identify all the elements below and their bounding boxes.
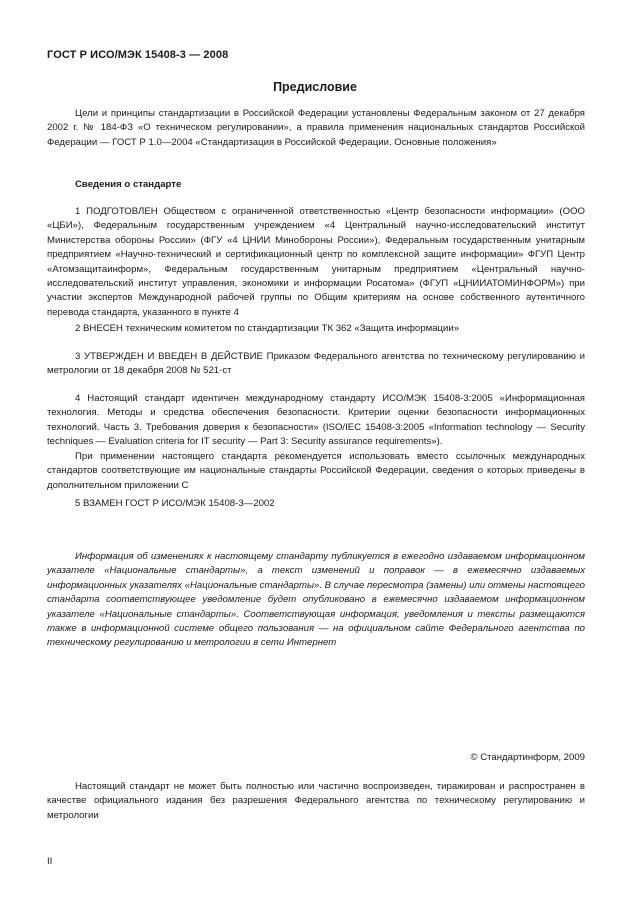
info-heading: Сведения о стандарте: [75, 179, 182, 190]
intro-paragraph: Цели и принципы стандартизации в Российской Федерации установлены Федеральным законом от 27 декабря 2002 г. № 184-ФЗ «О техническом регулировании», а правила применения национальных стандартов Российской Федерации — ГОСТ Р 1.0—2004 «Стандартизация в Российской Федерации. Основные положения»: [47, 108, 585, 148]
standard-header: ГОСТ Р ИСО/МЭК 15408-3 — 2008: [47, 49, 229, 61]
reproduction-notice-paragraph: Настоящий стандарт не может быть полностью или частично воспроизведен, тиражирован и распространен в качестве официального издания без разрешения Федерального агентства по техническому регулированию и метрологии: [47, 781, 585, 821]
copyright-line: © Стандартинформ, 2009: [470, 752, 585, 763]
item-4-paragraph: 4 Настоящий стандарт идентичен международному стандарту ИСО/МЭК 15408-3:2005 «Информационная технология. Методы и средства обеспечения безопасности. Критерии оценки безопасности информационных технологий. Часть 3. Требования доверия к безопасности» (ISO/IEC 15408-3:2005 «Information technology — Security techniques — Evaluation criteria for IT security — Part 3: Security assurance requirements»).: [47, 393, 585, 448]
item-1-paragraph: 1 ПОДГОТОВЛЕН Обществом с ограниченной ответственностью «Центр безопасности информации» (ООО «ЦБИ»), Федеральным государственным учреждением «4 Центральный научно-исследовательский институт Министерства обороны России» (ФГУ «4 ЦНИИ Минобороны России»), Федеральным государственным унитарным предприятием «Научно-технический и сертификационный центр по комплексной защите информации» ФГУП Центр «Атомзащитаинформ», Федеральным государственным унитарным предприятием «Центральный научно-исследовательский институт управления, экономики и информации Росатома» (ФГУП «ЦНИИАТОМИНФОРМ») при участии экспертов Международной рабочей группы по Общим критериям на основе собственного аутентичного перевода стандарта, указанного в пункте 4: [47, 206, 585, 318]
item-4-note-paragraph: При применении настоящего стандарта рекомендуется использовать вместо ссылочных международных стандартов соответствующие им национальные стандарты Российской Федерации, сведения о которых приведены в дополнительном приложении С: [47, 451, 585, 491]
page-title: Предисловие: [273, 80, 357, 94]
item-3-paragraph: 3 УТВЕРЖДЕН И ВВЕДЕН В ДЕЙСТВИЕ Приказом Федерального агентства по техническому регулированию и метрологии от 18 декабря 2008 № 521-ст: [47, 351, 585, 377]
page-number: II: [47, 856, 53, 867]
item-5-paragraph: 5 ВЗАМЕН ГОСТ Р ИСО/МЭК 15408-3—2002: [75, 498, 275, 509]
changes-notice-paragraph: Информация об изменениях к настоящему стандарту публикуется в ежегодно издаваемом информационном указателе «Национальные стандарты», а текст изменений и поправок — в ежемесячно издаваемых информационных указателях «Национальные стандарты». В случае пересмотра (замены) или отмены настоящего стандарта соответствующее уведомление будет опубликовано в ежемесячно издаваемом информационном указателе «Национальные стандарты». Соответствующая информация, уведомления и тексты размещаются также в информационной системе общего пользования — на официальном сайте Федерального агентства по техническому регулированию и метрологии в сети Интернет: [47, 551, 585, 649]
item-2-paragraph: 2 ВНЕСЕН техническим комитетом по стандартизации ТК 362 «Защита информации»: [75, 323, 460, 334]
